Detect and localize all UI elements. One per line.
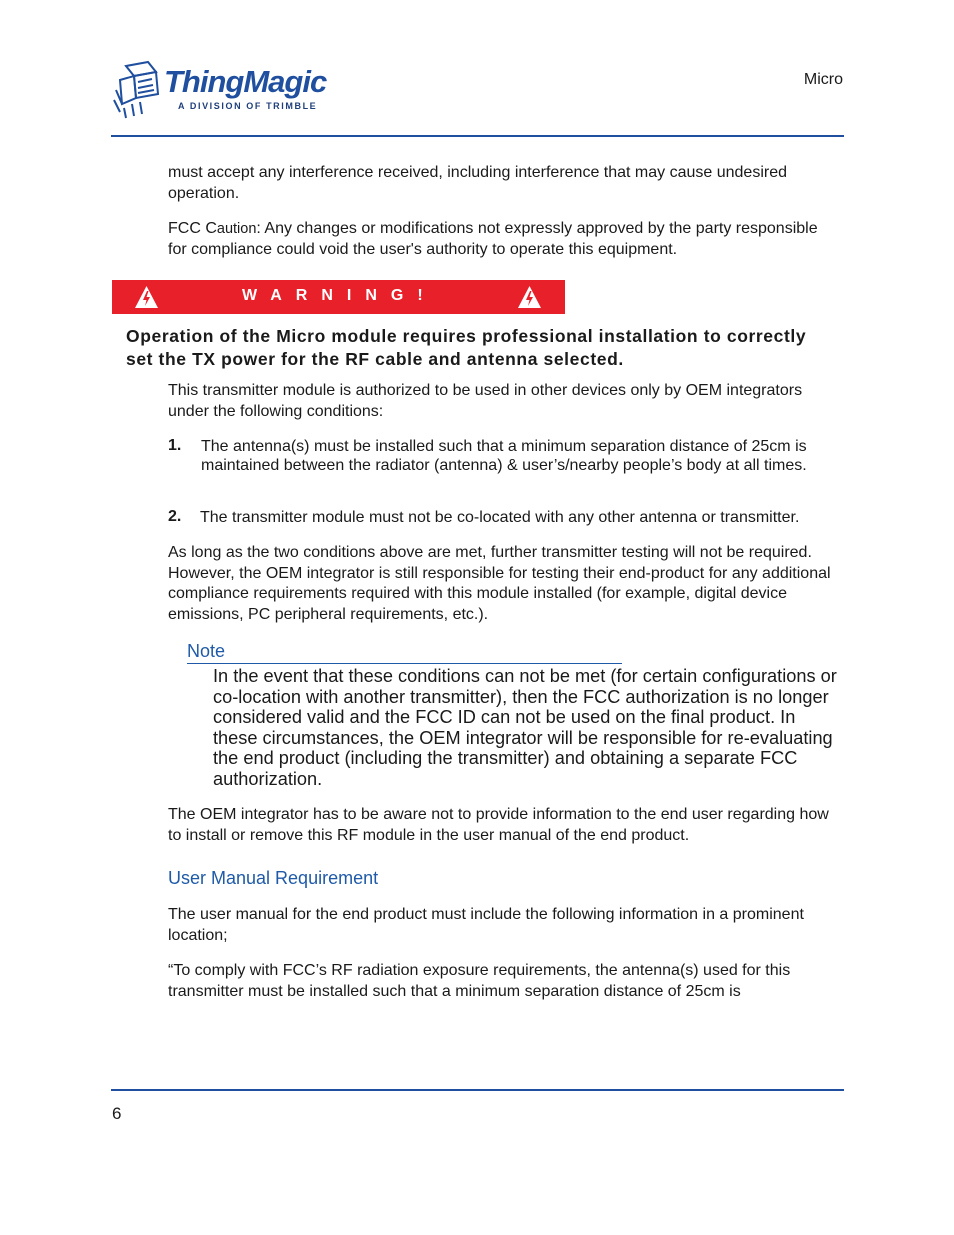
condition-text: The transmitter module must not be co-located with any other antenna or transmitter. — [200, 509, 800, 526]
electric-hazard-icon — [517, 285, 542, 309]
condition-number: 2. — [168, 508, 182, 525]
quote-paragraph: “To comply with FCC’s RF radiation exposure requirements, the antenna(s) used for this transmitter must be installed such that a minimum separation distance of 25cm is — [168, 962, 791, 1000]
fcc-caution-prefix: FCC C — [168, 220, 217, 237]
note-label: Note — [187, 641, 226, 661]
header-product-name: Micro — [803, 71, 843, 88]
thingmagic-logo — [112, 60, 327, 122]
manual-paragraph: The user manual for the end product must include the following information in a prominent location; — [168, 906, 804, 944]
page-number: 6 — [112, 1104, 122, 1123]
interference-paragraph: must accept any interference received, including interference that may cause undesired operation. — [168, 164, 788, 202]
fcc-caution-paragraph — [168, 219, 840, 260]
logo-brand-text: ThingMagic — [164, 64, 327, 99]
conditions-met-paragraph: As long as the two conditions above are met, further transmitter testing will not be required. However, the OEM integrator is still responsible for testing their end-product for any additional compliance requirements required with this module installed (for example, digital device emissions, PC peripheral requirements, etc.). — [168, 544, 831, 623]
logo-division-text: A DIVISION OF TRIMBLE — [178, 101, 318, 111]
fcc-caution-small: aution — [216, 221, 257, 237]
note-body-text: In the event that these conditions can not be met (for certain configurations or co-location with another transmitter), then the FCC authorization is no longer considered valid and the FCC ID can not be used on the final product. In these circumstances, the OEM integrator will be responsible for re-evaluating the end product (including the transmitter) and obtaining a separate FCC authorization. — [213, 666, 837, 789]
oem-intro-paragraph: This transmitter module is authorized to be used in other devices only by OEM integrators under the following conditions: — [168, 382, 803, 420]
footer-rule — [111, 1089, 844, 1091]
condition-number: 1. — [168, 437, 182, 454]
oem-aware-paragraph: The OEM integrator has to be aware not to provide information to the end user regarding how to install or remove this RF module in the user manual of the end product. — [168, 806, 829, 844]
header-rule — [111, 135, 844, 137]
note-rule — [187, 663, 622, 664]
condition-text: The antenna(s) must be installed such that a minimum separation distance of 25cm is maintained between the radiator (antenna) & user’s/nearby people’s body at all times. — [201, 438, 807, 474]
electric-hazard-icon — [134, 285, 159, 309]
warning-body-text: Operation of the Micro module requires professional installation to correctly set the TX power for the RF cable and antenna selected. — [126, 326, 807, 369]
logo-emblem-icon — [112, 60, 164, 120]
section-heading: User Manual Requirement — [168, 868, 379, 888]
warning-label: WARNING! — [242, 287, 437, 304]
fcc-caution-text: : Any changes or modifications not expressly approved by the party responsible for compliance could void the user's authority to operate this equipment. — [168, 220, 818, 258]
warning-banner — [112, 280, 565, 314]
